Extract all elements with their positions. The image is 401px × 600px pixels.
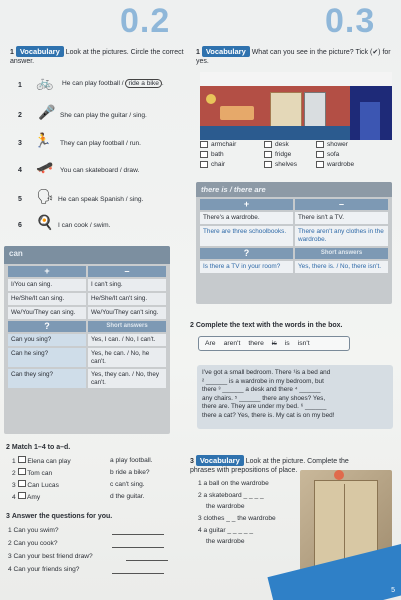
item-number: 4 <box>198 527 202 534</box>
grammar-cell: Yes, he can. / No, he can't. <box>88 348 166 367</box>
match-option: b ride a bike? <box>110 469 150 476</box>
grammar-title: can <box>4 246 170 264</box>
ex2-instruction: Match 1–4 to a–d. <box>11 444 71 451</box>
match-item: Can Lucas <box>27 482 59 489</box>
ex1-item-5[interactable]: He can speak Spanish / sing. <box>58 196 144 203</box>
r-ex2-instruction-block <box>190 321 400 330</box>
item-number: 2 <box>12 470 16 477</box>
answer-line[interactable] <box>112 534 164 535</box>
short-answers-header: Short answers <box>295 248 388 259</box>
item-number: 3 <box>18 140 22 147</box>
tick-label: chair <box>211 161 226 168</box>
run-icon: 🏃 <box>34 132 52 148</box>
grammar-cell: Yes, I can. / No, I can't. <box>88 334 166 346</box>
grammar-cell <box>295 212 388 224</box>
cell-text: There are three schoolbooks. <box>203 228 287 235</box>
ex1-item-1 <box>62 80 164 88</box>
grammar-cell: I/You can sing. <box>8 279 86 291</box>
cell-text: There aren't any clothes in the wardrobe. <box>298 228 384 243</box>
plus-header: + <box>200 199 293 210</box>
r-ex3-instruction: Look at the picture. Complete the phrases with prepositions of place. <box>190 458 349 474</box>
plus-header: + <box>8 266 86 277</box>
question-3: 3 Can your best friend draw? <box>8 553 93 560</box>
speak-icon: 🗣 <box>36 188 54 204</box>
word-option-used: is <box>271 340 277 347</box>
ex2-instruction-block <box>6 443 70 452</box>
item-number: 1 <box>198 480 202 487</box>
item-punct: . <box>161 80 164 87</box>
tick-label: bath <box>211 151 224 158</box>
grammar-cell <box>295 261 388 273</box>
word-option: aren't <box>223 340 241 347</box>
tick-box[interactable] <box>264 151 272 158</box>
grammar-cell: I can't sing. <box>88 279 166 291</box>
tick-box[interactable] <box>316 151 324 158</box>
item-number: 1 <box>12 458 16 465</box>
answer-line[interactable] <box>112 573 164 574</box>
r-ex2-number: 2 <box>190 322 194 329</box>
tick-label: fridge <box>275 151 292 158</box>
tick-label: sofa <box>327 151 340 158</box>
grammar-cell <box>200 226 293 246</box>
phrase-item <box>198 527 253 535</box>
text-line: ² ______ is a wardrobe in my bedroom, but <box>202 377 324 385</box>
ex1-instruction-block <box>10 46 190 66</box>
tick-label: desk <box>275 141 289 148</box>
ex2-number: 2 <box>6 444 10 451</box>
answer-box[interactable] <box>18 456 26 463</box>
word-option: isn't <box>297 340 310 347</box>
grammar-cell: Yes, they can. / No, they can't. <box>88 369 166 388</box>
word-option: is <box>284 340 290 347</box>
cell-text: Is there a TV in your room? <box>203 263 281 270</box>
phrase-text[interactable]: a ball on the wardrobe <box>203 480 269 487</box>
tick-box[interactable] <box>264 161 272 168</box>
vocabulary-badge: Vocabulary <box>16 46 64 57</box>
tick-box[interactable] <box>264 141 272 148</box>
tick-label: shower <box>327 141 348 148</box>
vocabulary-badge: Vocabulary <box>196 455 244 466</box>
tick-label: shelves <box>275 161 298 168</box>
ex1-item-6[interactable]: I can cook / swim. <box>58 222 111 229</box>
ex1-item-3[interactable]: They can play football / run. <box>60 140 142 147</box>
answer-line[interactable] <box>126 560 168 561</box>
grammar-cell: Can he sing? <box>8 348 86 367</box>
phrase-item <box>198 492 264 500</box>
grammar-cell: Can you sing? <box>8 334 86 346</box>
tick-box[interactable] <box>200 151 208 158</box>
question-2: 2 Can you cook? <box>8 540 58 547</box>
text-line: there ³ ______ a desk and there ⁴ ______ <box>202 386 321 394</box>
tick-label: wardrobe <box>327 161 355 168</box>
minus-header: – <box>295 199 388 210</box>
bedroom-picture <box>200 72 392 140</box>
circled-answer[interactable]: ride a bike <box>125 79 161 88</box>
cook-icon: 🍳 <box>36 214 54 230</box>
match-item: Elena can play <box>27 458 71 465</box>
match-option: c can't sing. <box>110 481 145 488</box>
question-1: 1 Can you swim? <box>8 527 59 534</box>
item-number: 5 <box>18 196 22 203</box>
r-ex3-number: 3 <box>190 458 194 465</box>
unit-label-left: 0.2 <box>120 2 171 40</box>
bike-icon: 🚲 <box>36 74 54 90</box>
ex1-item-4[interactable]: You can skateboard / draw. <box>60 167 140 174</box>
question-header: ? <box>200 248 293 259</box>
match-option: d the guitar. <box>110 493 145 500</box>
short-answers-header: Short answers <box>88 321 166 332</box>
tick-box[interactable] <box>316 161 324 168</box>
grammar-cell: We/You/They can sing. <box>8 307 86 319</box>
cell-text: Yes, there is. / No, there isn't. <box>298 263 382 270</box>
item-number: 4 <box>18 167 22 174</box>
question-4: 4 Can your friends sing? <box>8 566 80 573</box>
r-ex1-number: 1 <box>196 49 200 56</box>
skateboard-icon: 🛹 <box>36 159 54 175</box>
phrase-item <box>198 515 276 523</box>
item-number: 2 <box>18 112 22 119</box>
text-line: any chairs. ⁵ ______ there any shoes? Yes, <box>202 394 326 402</box>
word-box <box>198 336 350 351</box>
item-number: 4 <box>12 494 16 501</box>
phrase-text: the wardrobe <box>206 503 245 510</box>
answer-box[interactable] <box>18 480 26 487</box>
unit-label-right: 0.3 <box>325 2 376 40</box>
vocabulary-badge: Vocabulary <box>202 46 250 57</box>
phrase-item <box>206 503 245 511</box>
r-ex1-instruction-block <box>196 46 396 66</box>
grammar-cell: We/You/They can't sing. <box>88 307 166 319</box>
word-option: there <box>248 340 264 347</box>
text-line: there a cat? Yes, there is. My cat is on my bed! <box>202 411 335 419</box>
phrase-text: the wardrobe <box>206 538 245 545</box>
item-number: 6 <box>18 222 22 229</box>
ex3-number: 3 <box>6 513 10 520</box>
page-number: 5 <box>391 587 395 594</box>
grammar-title: there is / there are <box>196 182 392 197</box>
match-item: Tom can <box>27 470 53 477</box>
text-line: there are. They are under my bed. ⁶ ______ <box>202 403 327 411</box>
grammar-cell: He/She/It can't sing. <box>88 293 166 305</box>
phrase-text[interactable]: a guitar _ _ _ _ _ <box>203 527 254 534</box>
tick-box[interactable] <box>200 141 208 148</box>
tick-label: armchair <box>211 141 237 148</box>
cell-text: There isn't a TV. <box>298 214 344 221</box>
phrase-item <box>198 480 269 488</box>
item-text: He can play football / <box>62 80 124 87</box>
there-is-grammar-box <box>196 182 392 304</box>
answer-box[interactable] <box>18 492 26 499</box>
phrase-item <box>206 538 245 546</box>
ex1-item-2[interactable]: She can play the guitar / sing. <box>60 112 147 119</box>
item-number: 3 <box>198 515 202 522</box>
item-number: 1 <box>18 82 22 89</box>
can-grammar-box <box>4 246 170 434</box>
sing-icon: 🎤 <box>38 104 56 120</box>
phrase-text[interactable]: a skateboard _ _ _ _ <box>203 492 264 499</box>
gap-fill-text[interactable] <box>197 365 393 429</box>
ex1-instruction: Look at the pictures. Circle the correct answer. <box>10 49 184 65</box>
item-number: 2 <box>198 492 202 499</box>
grammar-cell <box>200 261 293 273</box>
text-line: I've got a small bedroom. There ¹is a bed and <box>202 369 331 376</box>
match-option: a play football. <box>110 457 153 464</box>
phrase-text[interactable]: clothes _ _ the wardrobe <box>203 515 276 522</box>
grammar-cell <box>200 212 293 224</box>
grammar-cell <box>295 226 388 246</box>
cell-text: There's a wardrobe. <box>203 214 260 221</box>
item-number: 3 <box>12 482 16 489</box>
grammar-cell: Can they sing? <box>8 369 86 388</box>
question-header: ? <box>8 321 86 332</box>
ex3-instruction: Answer the questions for you. <box>11 513 113 520</box>
tick-box[interactable] <box>200 161 208 168</box>
minus-header: – <box>88 266 166 277</box>
grammar-cell: He/She/It can sing. <box>8 293 86 305</box>
r-ex2-instruction: Complete the text with the words in the box. <box>195 322 343 329</box>
ex3-instruction-block <box>6 512 112 521</box>
match-item: Amy <box>26 494 41 501</box>
answer-box[interactable] <box>18 468 26 475</box>
tick-box[interactable] <box>316 141 324 148</box>
answer-line[interactable] <box>112 547 164 548</box>
ex1-number: 1 <box>10 49 14 56</box>
r-ex1-instruction: What can you see in the picture? Tick (✔) for yes. <box>196 49 391 65</box>
word-option: Are <box>205 340 216 347</box>
